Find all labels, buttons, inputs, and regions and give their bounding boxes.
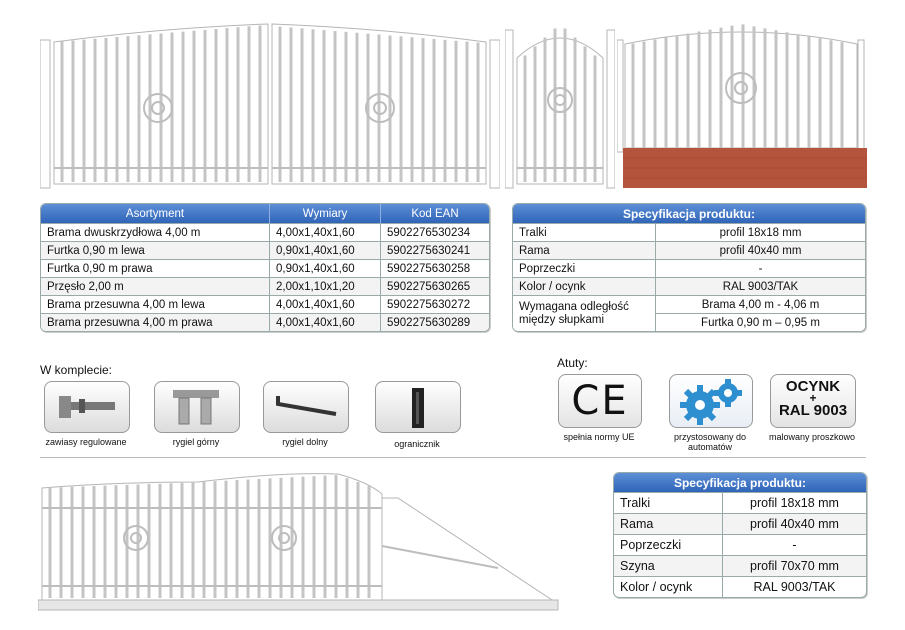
spec-value: RAL 9003/TAK: [723, 577, 867, 598]
automation-label: przystosowany do automatów: [673, 432, 747, 452]
table-cell: 2,00x1,10x1,20: [270, 278, 381, 296]
kit-item-label: rygiel górny: [172, 437, 220, 447]
table-row: [41, 278, 489, 296]
double-gate-illustration: [40, 18, 500, 190]
table-row: [41, 224, 489, 242]
table-cell: Przęsło 2,00 m: [41, 278, 270, 296]
spec-title: Specyfikacja produktu:: [614, 473, 866, 493]
spec-value: -: [656, 260, 866, 278]
table-cell: 4,00x1,40x1,60: [270, 314, 381, 332]
spec-label: Rama: [614, 514, 723, 535]
product-spec-table-top: [512, 203, 866, 332]
top-latch-icon: [155, 382, 239, 432]
spec-value: profil 70x70 mm: [723, 556, 867, 577]
kit-item-label: zawiasy regulowane: [45, 437, 127, 447]
kit-item-gate-stop: [375, 381, 461, 433]
features-title: Atuty:: [557, 356, 588, 370]
kit-item-hinge: [44, 381, 130, 433]
table-cell: 0,90x1,40x1,60: [270, 260, 381, 278]
table-row: [614, 514, 866, 535]
table-cell: Brama przesuwna 4,00 m prawa: [41, 314, 270, 332]
table-row: [513, 224, 865, 242]
table-cell: 4,00x1,40x1,60: [270, 224, 381, 242]
spec-label: Tralki: [513, 224, 656, 242]
ce-label: spełnia normy UE: [563, 432, 635, 442]
table-cell: Brama przesuwna 4,00 m lewa: [41, 296, 270, 314]
spec-value: profil 18x18 mm: [723, 493, 867, 514]
table-cell: 0,90x1,40x1,60: [270, 242, 381, 260]
table-cell: 5902276530234: [381, 224, 490, 242]
gears-icon: [670, 375, 752, 427]
table-row: [41, 260, 489, 278]
table-cell: Furtka 0,90 m lewa: [41, 242, 270, 260]
kit-item-label: ogranicznik: [394, 439, 440, 449]
table-row: [614, 535, 866, 556]
paint-line1: OCYNK: [785, 378, 841, 395]
table-row: [513, 296, 865, 314]
spec-title: Specyfikacja produktu:: [513, 204, 865, 224]
spec-label: Poprzeczki: [614, 535, 723, 556]
fence-panel-illustration: [617, 18, 867, 190]
paint-badge: [770, 374, 856, 428]
table-row: [41, 314, 489, 332]
gate-stop-icon: [376, 382, 460, 432]
divider: [40, 457, 866, 458]
table-cell: 4,00x1,40x1,60: [270, 296, 381, 314]
table-cell: Brama dwuskrzydłowa 4,00 m: [41, 224, 270, 242]
table-cell: 5902275630258: [381, 260, 490, 278]
column-header: Asortyment: [41, 204, 270, 224]
spec-value: profil 40x40 mm: [723, 514, 867, 535]
table-cell: 5902275630241: [381, 242, 490, 260]
kit-item-bottom-latch: [263, 381, 349, 433]
table-row: [614, 556, 866, 577]
paint-line2: RAL 9003: [778, 402, 848, 419]
table-row: [513, 242, 865, 260]
table-cell: 5902275630265: [381, 278, 490, 296]
table-cell: 5902275630272: [381, 296, 490, 314]
table-cell: Furtka 0,90 m prawa: [41, 260, 270, 278]
assortment-table: [40, 203, 490, 332]
table-cell: 5902275630289: [381, 314, 490, 332]
paint-plus: +: [809, 391, 817, 405]
spec-label: Poprzeczki: [513, 260, 656, 278]
table-row: [614, 577, 866, 598]
table-row: [41, 296, 489, 314]
wicket-gate-illustration: [505, 18, 615, 190]
spec-value: -: [723, 535, 867, 556]
bottom-latch-icon: [264, 382, 348, 432]
paint-label: malowany proszkowo: [768, 432, 856, 442]
spec-value: Furtka 0,90 m – 0,95 m: [656, 314, 866, 332]
hinge-icon: [45, 382, 129, 432]
kit-title: W komplecie:: [40, 363, 113, 377]
kit-item-top-latch: [154, 381, 240, 433]
spec-value: Brama 4,00 m - 4,06 m: [656, 296, 866, 314]
column-header: Kod EAN: [381, 204, 490, 224]
product-spec-table-bottom: [613, 472, 867, 598]
ce-mark: CE: [571, 378, 629, 424]
kit-item-label: rygiel dolny: [282, 437, 328, 447]
column-header: Wymiary: [270, 204, 381, 224]
table-row: [513, 260, 865, 278]
spec-label: Rama: [513, 242, 656, 260]
spec-label: Kolor / ocynk: [614, 577, 723, 598]
spec-value: profil 40x40 mm: [656, 242, 866, 260]
table-row: [513, 278, 865, 296]
automation-badge: [669, 374, 753, 428]
spec-label: Kolor / ocynk: [513, 278, 656, 296]
table-row: [41, 242, 489, 260]
spec-label: Wymagana odległość między słupkami: [513, 296, 656, 332]
spec-label: Tralki: [614, 493, 723, 514]
ce-badge: [558, 374, 642, 428]
spec-value: RAL 9003/TAK: [656, 278, 866, 296]
spec-value: profil 18x18 mm: [656, 224, 866, 242]
spec-label: Szyna: [614, 556, 723, 577]
sliding-gate-illustration: [38, 468, 562, 614]
table-row: [614, 493, 866, 514]
